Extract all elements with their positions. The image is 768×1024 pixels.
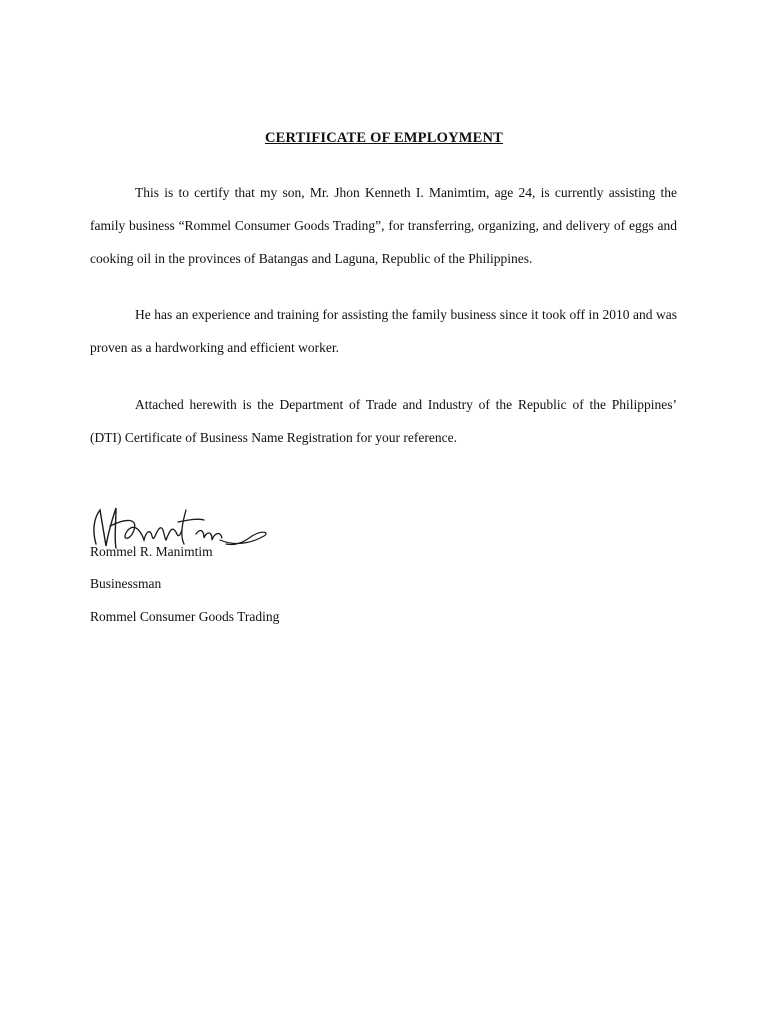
signatory-name: Rommel R. Manimtim xyxy=(90,544,213,559)
signatory-position: Businessman xyxy=(90,576,162,591)
signatory-company: Rommel Consumer Goods Trading xyxy=(90,609,280,624)
body-paragraph-1: This is to certify that my son, Mr. Jhon Kenneth I. Manimtim, age 24, is currently assisting the family business “Rommel Consumer Goods Trading”, for transferring, organizing, and delivery of eggs and cooking oil in the provinces of Batangas and Laguna, Republic of the Philippines. xyxy=(90,185,677,266)
body-paragraph-2: He has an experience and training for assisting the family business since it took off in 2010 and was proven as a hardworking and efficient worker. xyxy=(90,307,677,355)
body-paragraph-3: Attached herewith is the Department of Trade and Industry of the Republic of the Philippines’ (DTI) Certificate of Business Name Registration for your reference. xyxy=(90,397,677,445)
document-title: CERTIFICATE OF EMPLOYMENT xyxy=(264,130,504,146)
